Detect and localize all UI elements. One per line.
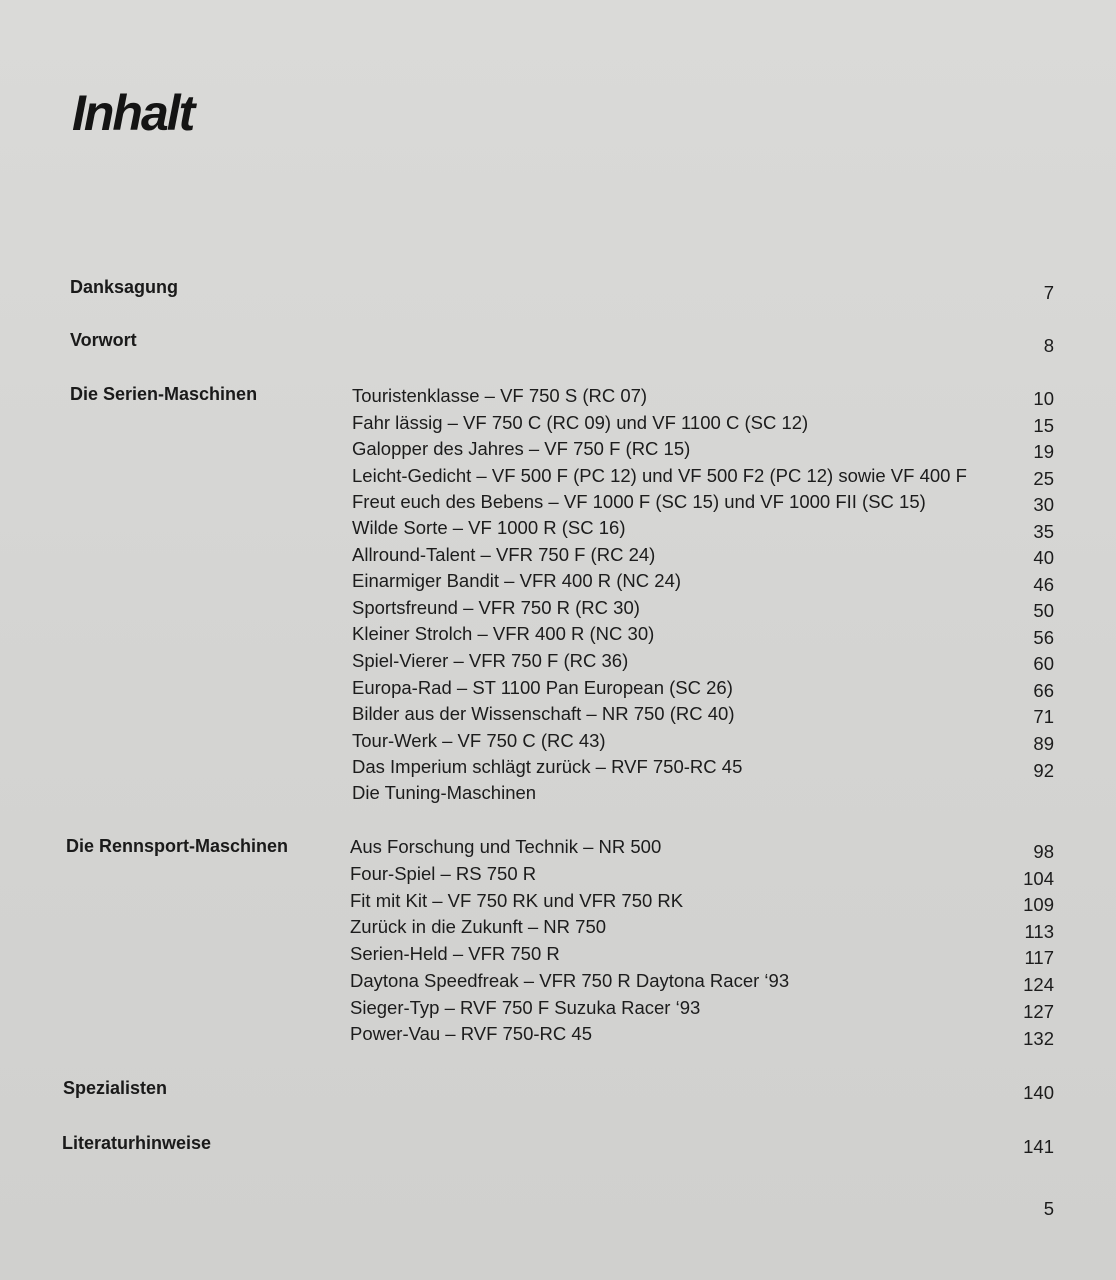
- toc-entry: Einarmiger Bandit – VFR 400 R (NC 24): [352, 570, 682, 591]
- toc-entry-page: 89: [1033, 733, 1054, 754]
- toc-entry-page: 71: [1033, 706, 1054, 727]
- toc-entry: Das Imperium schlägt zurück – RVF 750-RC 45: [352, 756, 743, 777]
- toc-entry: Touristenklasse – VF 750 S (RC 07): [352, 385, 648, 406]
- toc-entry-page: 46: [1033, 574, 1054, 595]
- page-number-literaturhinweise: 141: [1023, 1136, 1054, 1157]
- toc-entry: Die Tuning-Maschinen: [352, 782, 537, 803]
- toc-entry-page: 117: [1024, 947, 1054, 968]
- toc-entry: Europa-Rad – ST 1100 Pan European (SC 26): [352, 677, 733, 698]
- toc-entry-page: 124: [1023, 974, 1054, 995]
- toc-entry-page: 98: [1033, 841, 1054, 862]
- section-label-rennsport-maschinen: Die Rennsport-Maschinen: [66, 836, 289, 856]
- section-label-spezialisten: Spezialisten: [63, 1078, 168, 1098]
- toc-entry: Bilder aus der Wissenschaft – NR 750 (RC 40): [352, 703, 735, 724]
- toc-entry-page: 25: [1033, 468, 1054, 489]
- toc-entry-page: 56: [1033, 627, 1054, 648]
- toc-entry: Fahr lässig – VF 750 C (RC 09) und VF 1100 C (SC 12): [352, 412, 809, 433]
- page-number-vorwort: 8: [1043, 335, 1054, 356]
- toc-entry: Allround-Talent – VFR 750 F (RC 24): [352, 544, 656, 565]
- toc-entry-page: 113: [1024, 921, 1054, 942]
- toc-entry-page: 50: [1033, 600, 1054, 621]
- toc-entry: Freut euch des Bebens – VF 1000 F (SC 15) und VF 1000 FII (SC 15): [352, 491, 926, 512]
- toc-entry: Daytona Speedfreak – VFR 750 R Daytona Racer ‘93: [350, 970, 790, 991]
- toc-entry: Galopper des Jahres – VF 750 F (RC 15): [352, 438, 691, 459]
- toc-entry-page: 15: [1033, 415, 1054, 436]
- page-number-danksagung: 7: [1043, 282, 1054, 303]
- toc-entry: Zurück in die Zukunft – NR 750: [350, 916, 607, 937]
- toc-entry: Sportsfreund – VFR 750 R (RC 30): [352, 597, 640, 618]
- toc-entry: Wilde Sorte – VF 1000 R (SC 16): [352, 517, 626, 538]
- toc-entry-page: 19: [1033, 441, 1054, 462]
- toc-entry-page: 10: [1033, 388, 1054, 409]
- toc-entry: Four-Spiel – RS 750 R: [350, 863, 537, 884]
- section-label-serien-maschinen: Die Serien-Maschinen: [70, 384, 258, 404]
- toc-entry: Spiel-Vierer – VFR 750 F (RC 36): [352, 650, 629, 671]
- toc-entry: Power-Vau – RVF 750-RC 45: [350, 1023, 592, 1044]
- toc-entry: Tour-Werk – VF 750 C (RC 43): [352, 730, 606, 751]
- toc-entry: Serien-Held – VFR 750 R: [350, 943, 560, 964]
- section-label-vorwort: Vorwort: [70, 330, 137, 350]
- toc-entry: Fit mit Kit – VF 750 RK und VFR 750 RK: [350, 890, 684, 911]
- page-number-spezialisten: 140: [1023, 1082, 1054, 1103]
- toc-entry-page: 30: [1033, 494, 1054, 515]
- toc-entry-page: 35: [1033, 521, 1054, 542]
- folio-page-number: 5: [1043, 1198, 1054, 1219]
- toc-entry-page: 127: [1023, 1001, 1054, 1022]
- toc-entry-page: 60: [1033, 653, 1054, 674]
- toc-entry-page: 66: [1033, 680, 1054, 701]
- section-label-danksagung: Danksagung: [70, 277, 179, 297]
- toc-entry: Leicht-Gedicht – VF 500 F (PC 12) und VF 500 F2 (PC 12) sowie VF 400 F: [352, 465, 967, 486]
- toc-entry: Aus Forschung und Technik – NR 500: [350, 836, 662, 857]
- toc-entry-page: 104: [1023, 868, 1054, 889]
- toc-entry-page: 132: [1023, 1028, 1054, 1049]
- toc-entry: Sieger-Typ – RVF 750 F Suzuka Racer ‘93: [350, 997, 701, 1018]
- toc-entry-page: 109: [1023, 894, 1054, 915]
- toc-entry: Kleiner Strolch – VFR 400 R (NC 30): [352, 623, 655, 644]
- toc-entry-page: 40: [1033, 547, 1054, 568]
- toc-entry-page: 92: [1033, 760, 1054, 781]
- page-title: Inhalt: [72, 85, 194, 141]
- section-label-literaturhinweise: Literaturhinweise: [62, 1133, 212, 1153]
